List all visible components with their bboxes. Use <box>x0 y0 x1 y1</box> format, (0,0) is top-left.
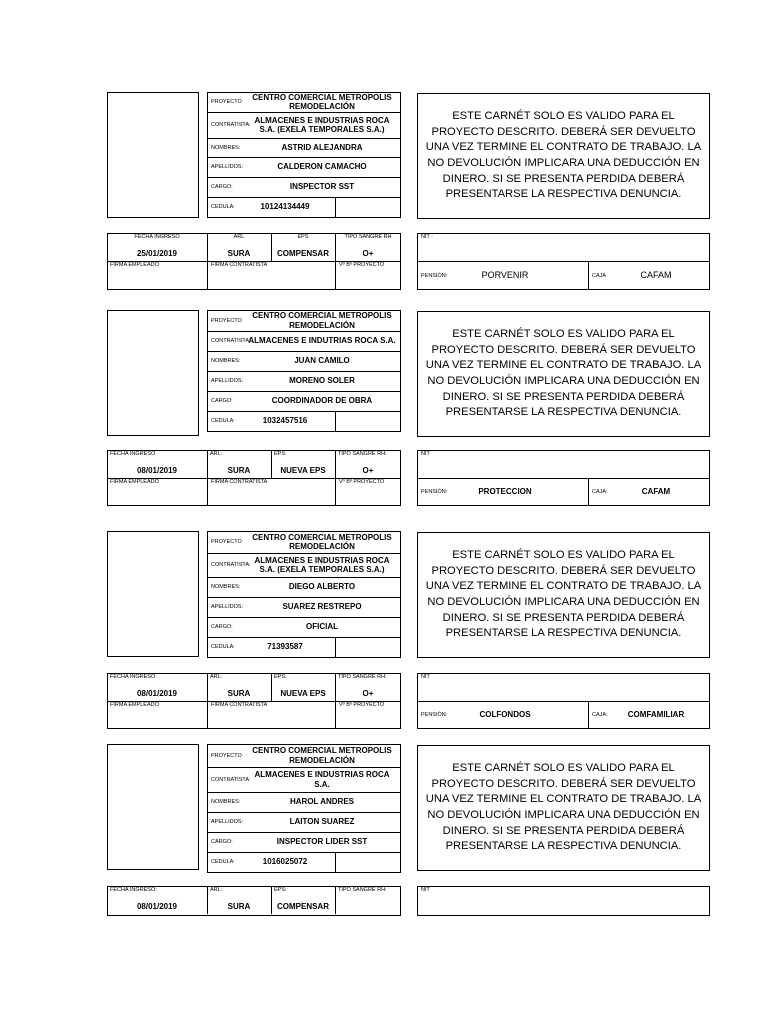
cargo-label: CARGO: <box>211 839 233 845</box>
arl-value: SURA <box>227 902 251 911</box>
nombres-label: NOMBRES: <box>211 584 241 590</box>
nombres-label: NOMBRES: <box>211 358 241 364</box>
arl-label: ARL: <box>210 887 223 893</box>
fecha-value: 08/01/2019 <box>136 466 178 475</box>
arl-label: ARL: <box>210 451 223 457</box>
cargo-label: CARGO: <box>211 624 233 630</box>
apellidos-value: MORENO SOLER <box>289 376 355 386</box>
notice-box: ESTE CARNÉT SOLO ES VALIDO PARA EL PROYECTO DESCRITO. DEBERÁ SER DEVUELTO UNA VEZ TERMINE EL CONTRATO DE TRABAJO. LA NO DEVOLUCIÓN IMPLICARA UNA DEDUCCIÓN EN DINERO. SI SE PRESENTA PERDIDA DEBERÁ PRESENTARSE LA RESPECTIVA DENUNCIA. <box>417 745 710 871</box>
cedula-label: CEDULA: <box>211 418 235 424</box>
signature-column-divider <box>207 261 208 290</box>
firma-empleado-label: FIRMA EMPLEADO <box>110 702 159 708</box>
caja-value: CAFAM <box>641 487 671 496</box>
fecha-value: 25/01/2019 <box>136 249 178 258</box>
apellidos-value: SUAREZ RESTREPO <box>282 602 362 612</box>
pension-row-divider <box>417 701 710 702</box>
sangre-value: O+ <box>362 249 374 258</box>
fecha-label: FECHA INGRESO: <box>110 674 157 680</box>
proyecto-value: CENTRO COMERCIAL METROPOLIS REMODELACIÓN <box>252 532 392 551</box>
contratista-value: ALMACENES E INDUSTRIAS ROCA S.A. <box>254 770 390 789</box>
pension-value: COLFONDOS <box>479 710 531 719</box>
footer-right-table <box>417 886 710 916</box>
sangre-value: O+ <box>362 689 374 698</box>
pension-row-divider <box>417 478 710 479</box>
cedula-value: 1032457516 <box>262 416 308 426</box>
firma-contratista-label: FIRMA CONTRATISTA <box>211 702 268 708</box>
cedula-value: 1016025072 <box>262 857 308 867</box>
caja-divider <box>588 261 589 290</box>
firma-contratista-label: FIRMA CONTRATISTA <box>211 262 268 268</box>
cargo-label: CARGO: <box>211 184 233 190</box>
nit-label: NIT <box>421 674 430 680</box>
sangre-label: TIPO SANGRE RH <box>344 234 392 240</box>
fecha-value: 08/01/2019 <box>136 689 178 698</box>
pension-row-divider <box>417 261 710 262</box>
caja-divider <box>588 478 589 506</box>
cedula-divider <box>335 197 336 217</box>
caja-label: CAJA: <box>592 489 608 495</box>
fecha-label: FECHA INGRESO <box>110 451 156 457</box>
signature-column-divider <box>207 701 208 729</box>
eps-label: EPS: <box>274 451 287 457</box>
caja-value: CAFAM <box>640 269 672 280</box>
apellidos-label: APELLIDOS: <box>211 378 244 384</box>
pension-label: PENSIÓN: <box>421 489 448 495</box>
cargo-value: INSPECTOR SST <box>289 182 355 192</box>
notice-box: ESTE CARNÉT SOLO ES VALIDO PARA EL PROYECTO DESCRITO. DEBERÁ SER DEVUELTO UNA VEZ TERMINE EL CONTRATO DE TRABAJO. LA NO DEVOLUCIÓN IMPLICARA UNA DEDUCCIÓN EN DINERO. SI SE PRESENTA PERDIDA DEBERÁ PRESENTARSE LA RESPECTIVA DENUNCIA. <box>417 93 710 219</box>
nombres-value: JUAN CAMILO <box>294 356 350 366</box>
apellidos-value: LAITON SUAREZ <box>289 817 355 827</box>
sangre-label: TIPO SANGRE RH: <box>338 674 387 680</box>
nombres-label: NOMBRES: <box>211 799 241 805</box>
arl-value: SURA <box>227 249 251 258</box>
fecha-label: FECHA INGRESO <box>134 234 180 240</box>
apellidos-label: APELLIDOS: <box>211 604 244 610</box>
cedula-value: 71393587 <box>267 642 303 652</box>
notice-box: ESTE CARNÉT SOLO ES VALIDO PARA EL PROYECTO DESCRITO. DEBERÁ SER DEVUELTO UNA VEZ TERMINE EL CONTRATO DE TRABAJO. LA NO DEVOLUCIÓN IMPLICARA UNA DEDUCCIÓN EN DINERO. SI SE PRESENTA PERDIDA DEBERÁ PRESENTARSE LA RESPECTIVA DENUNCIA. <box>417 532 710 658</box>
caja-label: CAJA <box>592 272 607 279</box>
firma-contratista-label: FIRMA CONTRATISTA <box>211 479 268 485</box>
proyecto-value: CENTRO COMERCIAL METROPOLIS REMODELACIÓN <box>252 92 392 111</box>
photo-placeholder <box>107 531 199 657</box>
firma-empleado-label: FIRMA EMPLEADO <box>110 262 159 268</box>
apellidos-label: APELLIDOS: <box>211 164 244 170</box>
proyecto-label: PROYECTO <box>211 99 242 105</box>
sangre-label: TIPO SANGRE RH: <box>338 451 387 457</box>
caja-value: COMFAMILIAR <box>627 710 685 719</box>
contratista-value: ALMACENES E INDUSTRIAS ROCA S.A. (EXELA TEMPORALES S.A.) <box>254 555 390 574</box>
cargo-value: OFICIAL <box>306 622 338 632</box>
proyecto-label: PROYECTO <box>211 539 242 545</box>
pension-label: PENSIÓN: <box>421 272 448 279</box>
signature-column-divider <box>335 261 336 290</box>
cedula-label: CEDULA: <box>211 644 235 650</box>
fecha-value: 08/01/2019 <box>136 902 178 911</box>
proyecto-label: PROYECTO <box>211 317 242 324</box>
eps-label: EPS <box>297 234 309 240</box>
arl-value: SURA <box>227 466 251 475</box>
photo-placeholder <box>107 744 199 870</box>
eps-label: EPS: <box>274 674 287 680</box>
eps-value: COMPENSAR <box>276 902 329 911</box>
contratista-label: CONTRATISTA: <box>211 562 251 568</box>
cargo-label: CARGO: <box>211 398 233 404</box>
photo-placeholder <box>107 92 199 218</box>
fecha-label: FECHA INGRESO: <box>110 887 157 893</box>
cargo-value: COORDINADOR DE OBRA <box>271 396 373 406</box>
contratista-label: CONTRATISTA: <box>211 338 251 344</box>
proyecto-value: CENTRO COMERCIAL METROPOLIS REMODELACIÓN <box>252 746 392 765</box>
arl-label: ARL <box>233 234 245 240</box>
nit-label: NIT <box>421 887 430 893</box>
proyecto-value: CENTRO COMERCIAL METROPOLIS REMODELACIÓN <box>252 311 392 330</box>
vobo-proyecto-label: Vº Bº PROYECTO <box>339 702 385 708</box>
footer-column-divider <box>335 886 336 914</box>
caja-divider <box>588 701 589 729</box>
apellidos-value: CALDERON CAMACHO <box>277 162 367 172</box>
signature-column-divider <box>335 701 336 729</box>
cedula-label: CEDULA: <box>211 204 235 210</box>
notice-box: ESTE CARNÉT SOLO ES VALIDO PARA EL PROYECTO DESCRITO. DEBERÁ SER DEVUELTO UNA VEZ TERMINE EL CONTRATO DE TRABAJO. LA NO DEVOLUCIÓN IMPLICARA UNA DEDUCCIÓN EN DINERO. SI SE PRESENTA PERDIDA DEBERÁ PRESENTARSE LA RESPECTIVA DENUNCIA. <box>417 311 710 437</box>
apellidos-label: APELLIDOS: <box>211 819 244 825</box>
contratista-value: ALMACENES E INDUTRIAS ROCA S.A. <box>248 336 396 346</box>
nit-label: NIT <box>421 451 430 457</box>
cedula-divider <box>335 411 336 431</box>
sangre-label: TIPO SANGRE RH: <box>338 887 387 893</box>
contratista-label: CONTRATISTA: <box>211 776 251 783</box>
cedula-label: CEDULA: <box>211 859 235 865</box>
nit-label: NIT : <box>421 234 433 240</box>
photo-placeholder <box>107 310 199 436</box>
arl-value: SURA <box>227 689 251 698</box>
eps-value: NUEVA EPS <box>280 466 326 475</box>
cargo-value: INSPECTOR LIDER SST <box>276 837 368 847</box>
nombres-value: HAROL ANDRES <box>289 797 354 807</box>
cedula-divider <box>335 852 336 872</box>
caja-label: CAJA: <box>592 712 608 718</box>
arl-label: ARL: <box>210 674 223 680</box>
vobo-proyecto-label: Vº Bº PROYECTO <box>339 262 385 268</box>
contratista-label: CONTRATISTA: <box>211 122 251 128</box>
nombres-value: ASTRID ALEJANDRA <box>281 142 363 152</box>
eps-value: NUEVA EPS <box>280 689 326 698</box>
eps-label: EPS: <box>274 887 287 893</box>
pension-label: PENSIÓN: <box>421 712 448 718</box>
nombres-label: NOMBRES: <box>211 144 241 151</box>
signature-column-divider <box>335 478 336 506</box>
firma-empleado-label: FIRMA EMPLEADO <box>110 479 159 485</box>
pension-value: PROTECCION <box>478 487 532 496</box>
signature-column-divider <box>207 478 208 506</box>
cedula-divider <box>335 637 336 657</box>
contratista-value: ALMACENES E INDUSTRIAS ROCA S.A. (EXELA TEMPORALES S.A.) <box>254 115 390 134</box>
vobo-proyecto-label: Vº Bº PROYECTO <box>339 479 385 485</box>
proyecto-label: PROYECTO <box>211 752 242 759</box>
pension-value: PORVENIR <box>481 269 529 280</box>
sangre-value: O+ <box>362 466 374 475</box>
eps-value: COMPENSAR <box>276 249 329 258</box>
nombres-value: DIEGO ALBERTO <box>288 582 356 592</box>
cedula-value: 10124134449 <box>260 202 310 212</box>
